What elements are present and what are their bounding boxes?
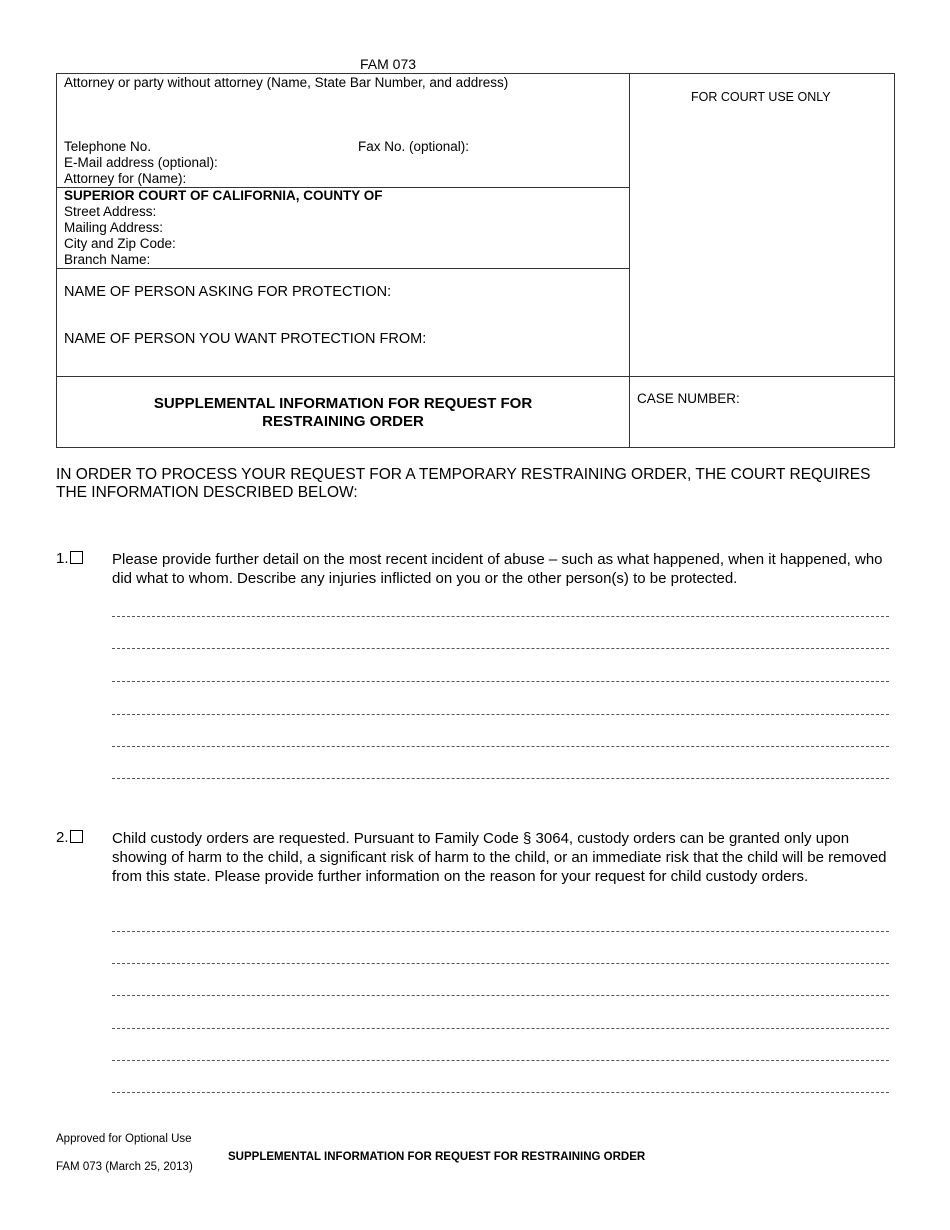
answer-line[interactable] <box>112 1060 889 1062</box>
item-2-marker <box>56 829 83 847</box>
answer-line[interactable] <box>112 746 889 748</box>
footer-approved: Approved for Optional Use <box>56 1133 192 1145</box>
item-2-text: Child custody orders are requested. Pursuant to Family Code § 3064, custody orders can be granted only upon showing of harm to the child, a significant risk of harm to the child, or an immediate risk that the child will be removed from this state. Please provide further information on the reason for your request for child custody orders. <box>112 830 887 885</box>
form-title-line1: SUPPLEMENTAL INFORMATION FOR REQUEST FOR <box>153 395 533 412</box>
footer-form-revision: FAM 073 (March 25, 2013) <box>56 1161 193 1173</box>
answer-line[interactable] <box>112 963 889 965</box>
intro-text: IN ORDER TO PROCESS YOUR REQUEST FOR A TEMPORARY RESTRAINING ORDER, THE COURT REQUIRES THE INFORMATION DESCRIBED BELOW: <box>56 466 871 501</box>
footer-title: SUPPLEMENTAL INFORMATION FOR REQUEST FOR RESTRAINING ORDER <box>228 1151 646 1163</box>
restrained-person-label: NAME OF PERSON YOU WANT PROTECTION FROM: <box>64 331 427 347</box>
form-title-line2: RESTRAINING ORDER <box>262 413 424 430</box>
court-title: SUPERIOR COURT OF CALIFORNIA, COUNTY OF <box>64 188 383 203</box>
item-1-marker <box>56 550 83 568</box>
item-2-checkbox[interactable] <box>70 830 83 843</box>
item-number: 2. <box>56 829 69 846</box>
street-address-label: Street Address: <box>64 204 157 219</box>
caption-box <box>56 73 895 448</box>
mailing-address-label: Mailing Address: <box>64 220 164 235</box>
answer-line[interactable] <box>112 778 889 780</box>
answer-line[interactable] <box>112 648 889 650</box>
answer-line[interactable] <box>112 681 889 683</box>
fax-label: Fax No. (optional): <box>358 139 470 154</box>
case-number-label: CASE NUMBER: <box>637 391 740 406</box>
answer-line[interactable] <box>112 1092 889 1094</box>
item-1-text: Please provide further detail on the most recent incident of abuse – such as what happened, when it happened, who did what to whom. Describe any injuries inflicted on you or the other person(s) to be protected. <box>112 551 883 587</box>
answer-line[interactable] <box>112 714 889 716</box>
divider-line <box>57 376 895 377</box>
form-title <box>57 395 629 431</box>
divider-line <box>57 268 629 269</box>
email-label: E-Mail address (optional): <box>64 155 218 170</box>
answer-line[interactable] <box>112 1028 889 1030</box>
item-number: 1. <box>56 550 69 567</box>
city-zip-label: City and Zip Code: <box>64 236 176 251</box>
item-1-checkbox[interactable] <box>70 551 83 564</box>
protected-person-label: NAME OF PERSON ASKING FOR PROTECTION: <box>64 284 392 300</box>
caption-divider <box>629 74 630 448</box>
branch-name-label: Branch Name: <box>64 252 151 267</box>
answer-line[interactable] <box>112 616 889 618</box>
attorney-for-label: Attorney for (Name): <box>64 171 187 186</box>
form-code: FAM 073 <box>360 56 417 72</box>
court-use-label: FOR COURT USE ONLY <box>691 90 831 104</box>
answer-line[interactable] <box>112 995 889 997</box>
answer-line[interactable] <box>112 931 889 933</box>
attorney-label: Attorney or party without attorney (Name, State Bar Number, and address) <box>64 75 509 90</box>
telephone-label: Telephone No. <box>64 139 152 154</box>
